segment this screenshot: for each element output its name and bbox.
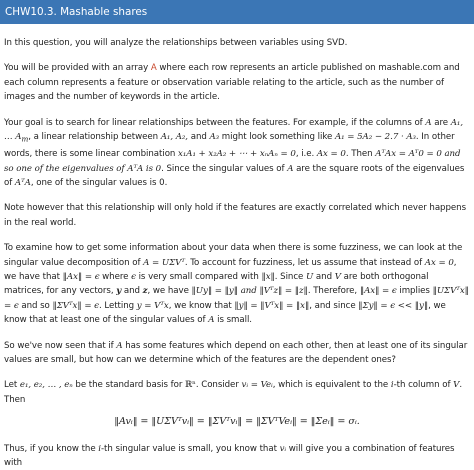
fuzziness-paragraph: To examine how to get some information about your data when there is some fuzziness, we can look at the singular value decomposition of A = UΣVᵀ. To account for fuzziness, let us assume that instead of Ax = 0, we have that ‖Ax‖ = ϵ where ϵ is very small compared with ‖x‖. Since U and V are both orthogonal matrices, for any vectors, y and z, we have ‖Uy‖ = ‖y‖ and ‖Vᵀz‖ = ‖z‖. Therefore, ‖Ax‖ = ϵ implies ‖UΣVᵀx‖ = ϵ and so ‖ΣVᵀx‖ = ϵ. Letting y = Vᵀx, we know that ‖y‖ = ‖Vᵀx‖ = ‖x‖, and since ‖Σy‖ = ϵ << ‖y‖, we know that at least one of the singular values of A is small. [4,243,469,326]
intro-paragraph: In this question, you will analyze the relationships between variables using SVD. [4,38,348,48]
conclusion-paragraph: Thus, if you know the i-th singular value is small, you know that vᵢ will give you a combination of features with [4,443,455,469]
dependence-paragraph: So we've now seen that if A has some features which depend on each other, then at least one of its singular values are small, but how can we determine which of the features are the dependent ones? [4,340,468,366]
window-title: CHW10.3. Mashable shares [0,0,474,24]
array-variable-code: A [150,63,157,74]
data-description-paragraph: You will be provided with an array A where each row represents an article published on mashable.com and each column represents a feature or observation variable relating to the article, such as the number of images and the number of keywords in the article. [4,63,460,103]
question-content [0,24,474,470]
basis-paragraph: Let e₁, e₂, … , eₙ be the standard basis for ℝⁿ. Consider vᵢ = Veᵢ, which is equivalent to the i-th column of V. Then [4,380,463,405]
goal-paragraph: Your goal is to search for linear relationships between the features. For example, if the columns of A are A₁, … $A_m$, a linear relationship between A₁, A₂, and A₃ might look something like A₁ = 5A₂ − 2.7 · A₃. In other words, there is some linear combination x₁A₁ + x₂A₂ + ⋯ + xₙAₙ = 0, i.e. Ax = 0. Then AᵀAx = Aᵀ0 = 0 and so one of the eigenvalues of AᵀA is 0. Since the singular values of A are the square roots of the eigenvalues of AᵀA, one of the singular values is 0. [4,117,465,188]
singular-value-equation: ‖Avᵢ‖ = ‖UΣVᵀvᵢ‖ = ‖ΣVᵀvᵢ‖ = ‖ΣVᵀVeᵢ‖ = ‖Σeᵢ‖ = σᵢ. [114,416,360,428]
note-paragraph: Note however that this relationship will only hold if the features are exactly correlated which never happens in the real world. [4,203,467,228]
